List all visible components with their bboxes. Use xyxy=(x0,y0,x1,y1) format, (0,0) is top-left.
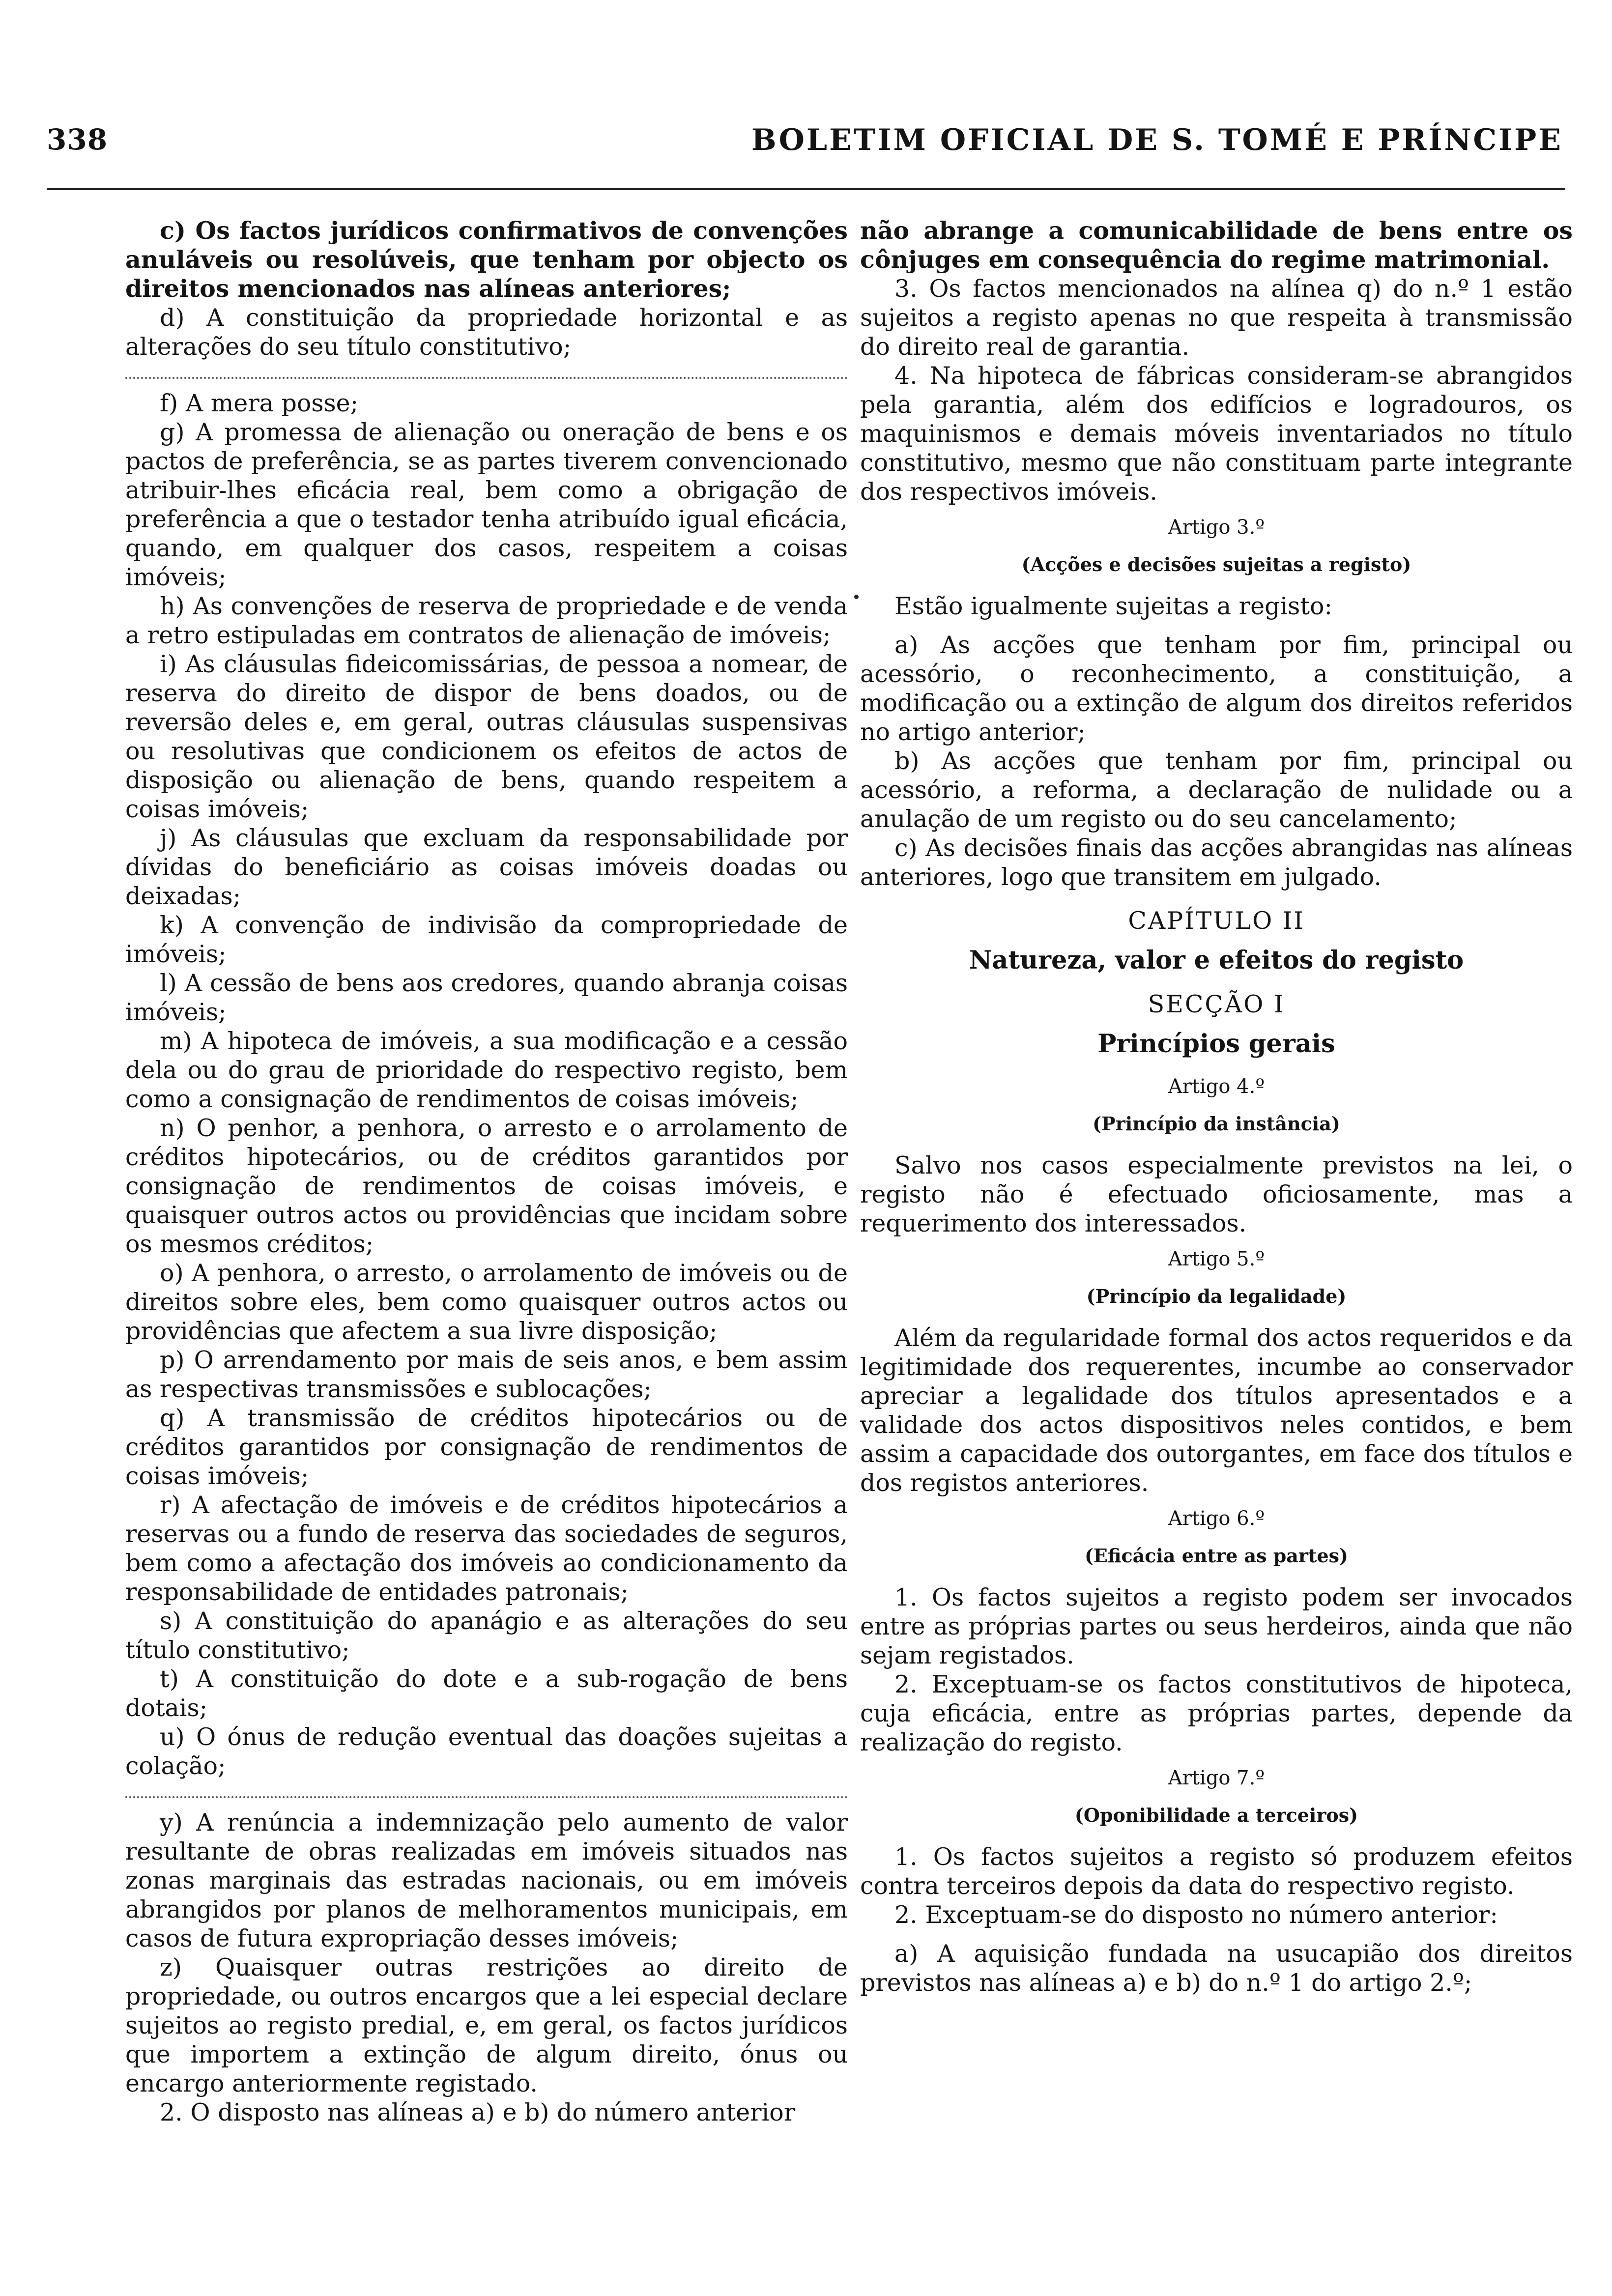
paragraph-p: p) O arrendamento por mais de seis anos, e bem assim as respectivas transmissões e sublocações; xyxy=(125,1346,848,1403)
paragraph-t: t) A constituição do dote e a sub-rogação de bens dotais; xyxy=(125,1665,848,1722)
article-text: Além da regularidade formal dos actos requeridos e da legitimidade dos requerentes, incumbe ao conservador apreciar a legalidade dos títulos apresentados e a validade dos actos dispositivos neles contidos, e bem assim a capacidade dos outorgantes, em face dos títulos e dos registos anteriores. xyxy=(860,1324,1573,1497)
paragraph-d: d) A constituição da propriedade horizontal e as alterações do seu título constitutivo; xyxy=(125,304,848,361)
article-text: Estão igualmente sujeitas a registo: xyxy=(894,592,1332,620)
article-text: Salvo nos casos especialmente previstos na lei, o registo não é efectuado oficiosamente, mas a requerimento dos interessados. xyxy=(860,1151,1573,1237)
paragraph-z: z) Quaisquer outras restrições ao direito de propriedade, ou outros encargos que a lei especial declare sujeitos ao registo predial, e, em geral, os factos jurídicos que importem a extinção de algum direito, ónus ou encargo anteriormente registado. xyxy=(125,1953,848,2097)
paragraph-n: n) O penhor, a penhora, o arresto e o arrolamento de créditos hipotecários, ou de créditos garantidos por consignação de rendimentos de coisas imóveis, e quaisquer outros actos ou providências que incidam sobre os mesmos créditos; xyxy=(125,1114,848,1258)
paragraph-m: m) A hipoteca de imóveis, a sua modificação e a cessão dela ou do grau de prioridade do respectivo registo, bem como a consignação de rendimentos de coisas imóveis; xyxy=(125,1027,848,1113)
article-heading: Artigo 7.º xyxy=(1168,1767,1265,1789)
paragraph-i: i) As cláusulas fideicomissárias, de pessoa a nomear, de reserva do direito de dispor de bens doados, ou de reversão deles e, em geral, outras cláusulas suspensivas ou resolutivas que condicionem os efeitos de actos de disposição ou alienação de bens, quando respeitem a coisas imóveis; xyxy=(125,650,848,823)
paragraph-h: h) As convenções de reserva de propriedade e de venda a retro estipuladas em contratos de alienação de imóveis; xyxy=(125,592,848,649)
article-subtitle: (Princípio da legalidade) xyxy=(1086,1285,1347,1307)
paragraph-l: l) A cessão de bens aos credores, quando abranja coisas imóveis; xyxy=(125,969,848,1026)
article-text: 2. Exceptuam-se os factos constitutivos de hipoteca, cuja eficácia, entre as próprias partes, depende da realização do registo. xyxy=(860,1670,1573,1756)
article-text: 1. Os factos sujeitos a registo só produzem efeitos contra terceiros depois da data do respectivo registo. xyxy=(860,1843,1573,1900)
article-subtitle: (Eficácia entre as partes) xyxy=(1084,1545,1349,1567)
paragraph-q: q) A transmissão de créditos hipotecários ou de créditos garantidos por consignação de rendimentos de coisas imóveis; xyxy=(125,1404,848,1490)
journal-title: BOLETIM OFICIAL DE S. TOMÉ E PRÍNCIPE xyxy=(751,123,1563,157)
stray-dot xyxy=(854,595,859,599)
article-heading: Artigo 4.º xyxy=(1168,1075,1265,1098)
paragraph-k: k) A convenção de indivisão da compropriedade de imóveis; xyxy=(125,911,848,968)
article-text: 2. Exceptuam-se do disposto no número anterior: xyxy=(894,1901,1498,1929)
chapter-heading: CAPÍTULO II xyxy=(1128,907,1305,935)
paragraph-4: 4. Na hipoteca de fábricas consideram-se abrangidos pela garantia, além dos edifícios e logradouros, os maquinismos e demais móveis inventariados no título constitutivo, mesmo que não constituam parte integrante dos respectivos imóveis. xyxy=(860,362,1573,506)
paragraph-c: c) Os factos jurídicos confirmativos de convenções anuláveis ou resolúveis, que tenham por objecto os direitos mencionados nas alíneas anteriores; xyxy=(125,216,848,303)
left-column xyxy=(125,216,848,2127)
article-heading: Artigo 3.º xyxy=(1168,516,1265,539)
article-subtitle: (Oponibilidade a terceiros) xyxy=(1074,1804,1358,1826)
paragraph-u: u) O ónus de redução eventual das doações sujeitas a colação; xyxy=(125,1723,848,1780)
section-title: Princípios gerais xyxy=(1097,1029,1335,1059)
omission-dots xyxy=(125,362,848,379)
right-column xyxy=(860,216,1573,1997)
article-text: 1. Os factos sujeitos a registo podem ser invocados entre as próprias partes ou seus herdeiros, ainda que não sejam registados. xyxy=(860,1583,1573,1669)
paragraph-g: g) A promessa de alienação ou oneração de bens e os pactos de preferência, se as partes tiverem convencionado atribuir-lhes eficácia real, bem como a obrigação de preferência a que o testador tenha atribuído igual eficácia, quando, em qualquer dos casos, respeitem a coisas imóveis; xyxy=(125,418,848,591)
paragraph-r: r) A afectação de imóveis e de créditos hipotecários a reservas ou a fundo de reserva das sociedades de seguros, bem como a afectação dos imóveis ao condicionamento da responsabilidade de entidades patronais; xyxy=(125,1491,848,1606)
article-item-a: a) A aquisição fundada na usucapião dos direitos previstos nas alíneas a) e b) do n.º 1 do artigo 2.º; xyxy=(860,1940,1573,1997)
omission-dots xyxy=(125,1781,848,1798)
paragraph-j: j) As cláusulas que excluam da responsabilidade por dívidas do beneficiário as coisas imóveis doadas ou deixadas; xyxy=(125,824,848,910)
article-item-b: b) As acções que tenham por fim, principal ou acessório, a reforma, a declaração de nulidade ou a anulação de um registo ou do seu cancelamento; xyxy=(860,747,1573,833)
article-heading: Artigo 5.º xyxy=(1168,1248,1265,1270)
page-header xyxy=(47,123,1563,167)
paragraph-y: y) A renúncia a indemnização pelo aumento de valor resultante de obras realizadas em imóveis situados nas zonas marginais das estradas nacionais, ou em imóveis abrangidos por planos de melhoramentos municipais, em casos de futura expropriação desses imóveis; xyxy=(125,1808,848,1952)
article-subtitle: (Acções e decisões sujeitas a registo) xyxy=(1021,553,1411,575)
paragraph-3: 3. Os factos mencionados na alínea q) do n.º 1 estão sujeitos a registo apenas no que respeita à transmissão do direito real de garantia. xyxy=(860,275,1573,361)
chapter-title: Natureza, valor e efeitos do registo xyxy=(969,946,1464,975)
article-heading: Artigo 6.º xyxy=(1168,1507,1265,1530)
paragraph-s: s) A constituição do apanágio e as alterações do seu título constitutivo; xyxy=(125,1607,848,1664)
page-number: 338 xyxy=(47,123,108,156)
section-heading: SECÇÃO I xyxy=(1148,990,1285,1018)
header-rule xyxy=(47,188,1565,190)
article-item-c: c) As decisões finais das acções abrangidas nas alíneas anteriores, logo que transitem em julgado. xyxy=(860,834,1573,891)
paragraph-f: f) A mera posse; xyxy=(160,389,359,417)
paragraph-continuation: não abrange a comunicabilidade de bens entre os cônjuges em consequência do regime matrimonial. xyxy=(860,216,1573,274)
article-item-a: a) As acções que tenham por fim, principal ou acessório, o reconhecimento, a constituição, a modificação ou a extinção de algum dos direitos referidos no artigo anterior; xyxy=(860,631,1573,746)
paragraph-2: 2. O disposto nas alíneas a) e b) do número anterior xyxy=(160,2098,796,2126)
article-subtitle: (Princípio da instância) xyxy=(1093,1113,1340,1135)
paragraph-o: o) A penhora, o arresto, o arrolamento de imóveis ou de direitos sobre eles, bem como quaisquer outros actos ou providências que afectem a sua livre disposição; xyxy=(125,1259,848,1345)
